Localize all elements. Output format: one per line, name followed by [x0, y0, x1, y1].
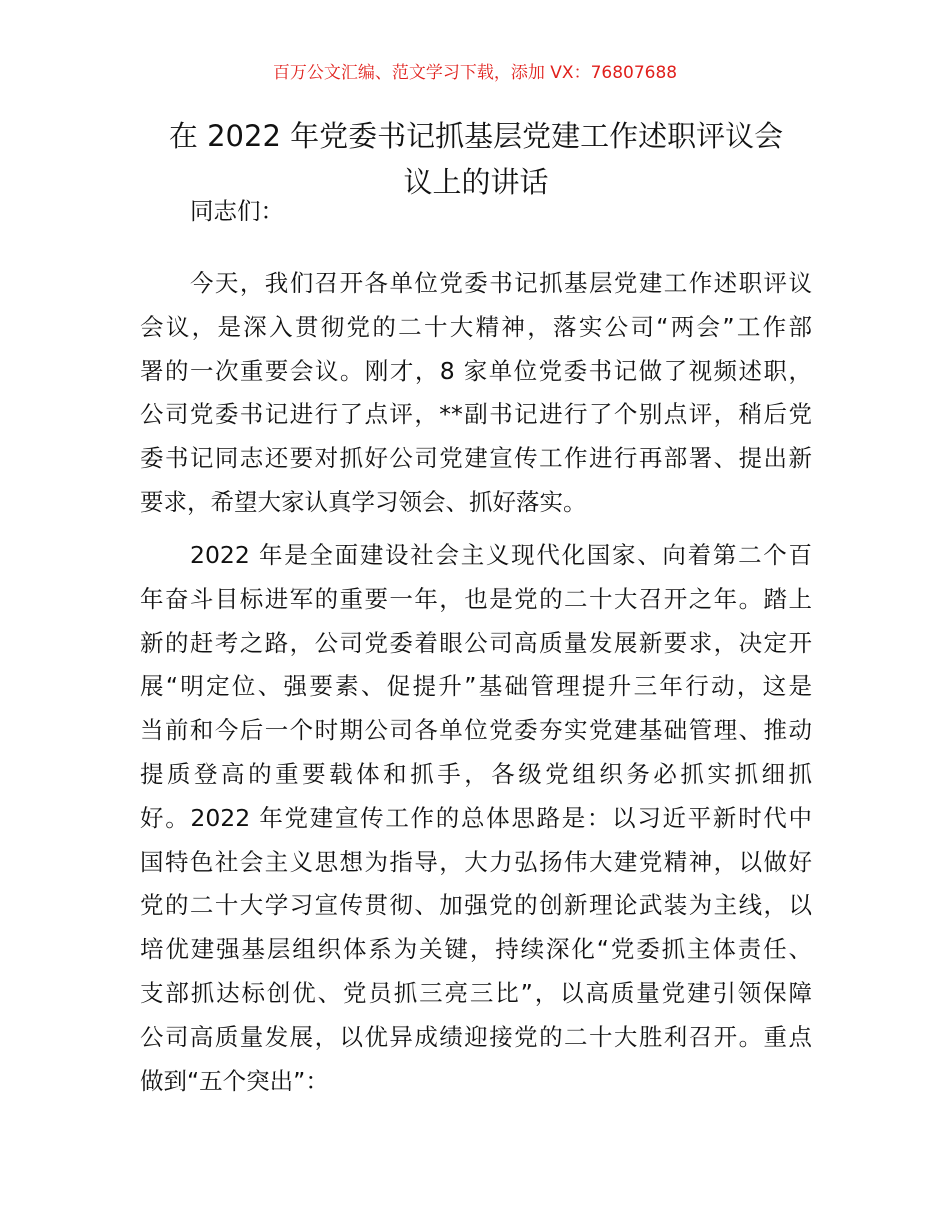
text-line: 年奋斗目标进军的重要一年，也是党的二十大召开之年。踏上	[140, 584, 812, 613]
text-line: 新的赶考之路，公司党委着眼公司高质量发展新要求，决定开	[140, 628, 812, 657]
text-line: 公司党委书记进行了点评，**副书记进行了个别点评，稍后党	[140, 400, 812, 429]
text-line: 国特色社会主义思想为指导，大力弘扬伟大建党精神，以做好	[140, 847, 812, 876]
text-line: 署的一次重要会议。刚才，8 家单位党委书记做了视频述职，	[140, 356, 812, 385]
text-line: 党的二十大学习宣传贯彻、加强党的创新理论武装为主线，以	[140, 891, 812, 920]
title-line: 在 2022 年党委书记抓基层党建工作述职评议会	[168, 119, 784, 153]
text-line: 支部抓达标创优、党员抓三亮三比”，以高质量党建引领保障	[140, 978, 812, 1007]
text-line: 好。2022 年党建宣传工作的总体思路是：以习近平新时代中	[140, 803, 812, 832]
watermark-banner: 百万公文汇编、范文学习下载，添加 VX：76807688	[272, 63, 678, 83]
text-line: 今天，我们召开各单位党委书记抓基层党建工作述职评议	[190, 269, 812, 297]
text-line: 培优建强基层组织体系为关键，持续深化“党委抓主体责任、	[140, 935, 812, 964]
paragraph-1	[140, 262, 812, 525]
text-line: 提质登高的重要载体和抓手，各级党组织务必抓实抓细抓	[140, 759, 812, 788]
text-line: 会议，是深入贯彻党的二十大精神，落实公司“两会”工作部	[140, 312, 812, 341]
paragraph-2	[140, 534, 812, 1103]
title-line: 议上的讲话	[403, 165, 549, 199]
text-line: 公司高质量发展，以优异成绩迎接党的二十大胜利召开。重点	[140, 1022, 812, 1051]
text-line: 当前和今后一个时期公司各单位党委夯实党建基础管理、推动	[140, 716, 812, 745]
text-line: 2022 年是全面建设社会主义现代化国家、向着第二个百	[190, 541, 812, 569]
text-line: 要求，希望大家认真学习领会、抓好落实。	[140, 487, 587, 516]
text-line: 委书记同志还要对抓好公司党建宣传工作进行再部署、提出新	[140, 444, 812, 473]
text-line: 展“明定位、强要素、促提升”基础管理提升三年行动，这是	[140, 672, 812, 701]
salutation: 同志们：	[190, 197, 284, 225]
salutation-block	[140, 190, 812, 234]
text-line: 做到“五个突出”：	[140, 1066, 329, 1095]
